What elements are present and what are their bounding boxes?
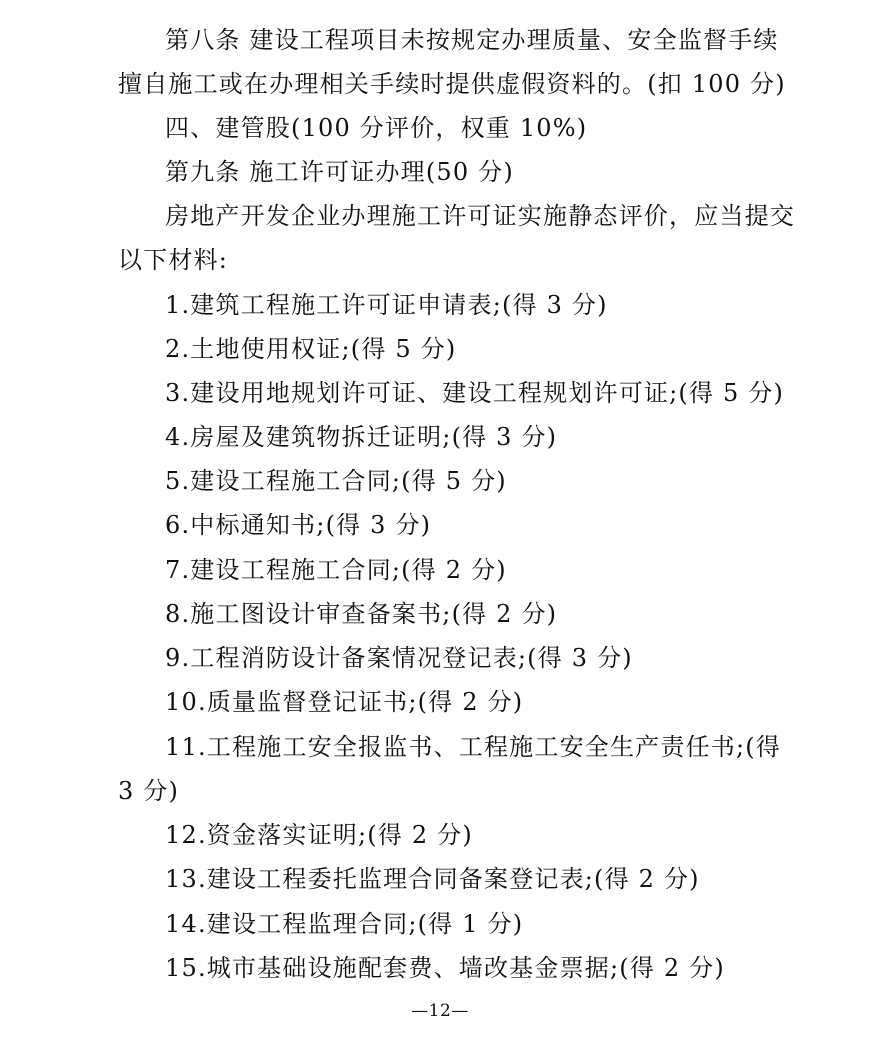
article-8-line-1: 第八条 建设工程项目未按规定办理质量、安全监督手续 [165,26,779,54]
list-item-2: 2.土地使用权证;(得 5 分) [165,335,457,363]
list-item-10: 10.质量监督登记证书;(得 2 分) [165,688,524,716]
list-item-14: 14.建设工程监理合同;(得 1 分) [165,910,524,938]
list-item-3: 3.建设用地规划许可证、建设工程规划许可证;(得 5 分) [165,379,785,407]
list-item-8: 8.施工图设计审查备案书;(得 2 分) [165,600,558,628]
list-item-5: 5.建设工程施工合同;(得 5 分) [165,467,507,495]
list-item-11-line-2: 3 分) [118,777,180,805]
section-heading: 四、建管股(100 分评价，权重 10%) [165,114,588,142]
page-number: —12— [411,1001,469,1021]
list-item-6: 6.中标通知书;(得 3 分) [165,511,432,539]
article-9-heading: 第九条 施工许可证办理(50 分) [165,158,514,186]
list-item-7: 7.建设工程施工合同;(得 2 分) [165,556,507,584]
list-item-1: 1.建筑工程施工许可证申请表;(得 3 分) [165,291,608,319]
list-item-11-line-1: 11.工程施工安全报监书、工程施工安全生产责任书;(得 [165,733,782,761]
list-item-13: 13.建设工程委托监理合同备案登记表;(得 2 分) [165,865,700,893]
list-item-4: 4.房屋及建筑物拆迁证明;(得 3 分) [165,423,558,451]
list-item-12: 12.资金落实证明;(得 2 分) [165,821,473,849]
paragraph-line-2: 以下材料: [118,246,229,274]
paragraph-line-1: 房地产开发企业办理施工许可证实施静态评价，应当提交 [165,202,795,230]
list-item-9: 9.工程消防设计备案情况登记表;(得 3 分) [165,644,633,672]
article-8-line-2: 擅自施工或在办理相关手续时提供虚假资料的。(扣 100 分) [118,70,786,98]
list-item-15: 15.城市基础设施配套费、墙改基金票据;(得 2 分) [165,954,725,982]
